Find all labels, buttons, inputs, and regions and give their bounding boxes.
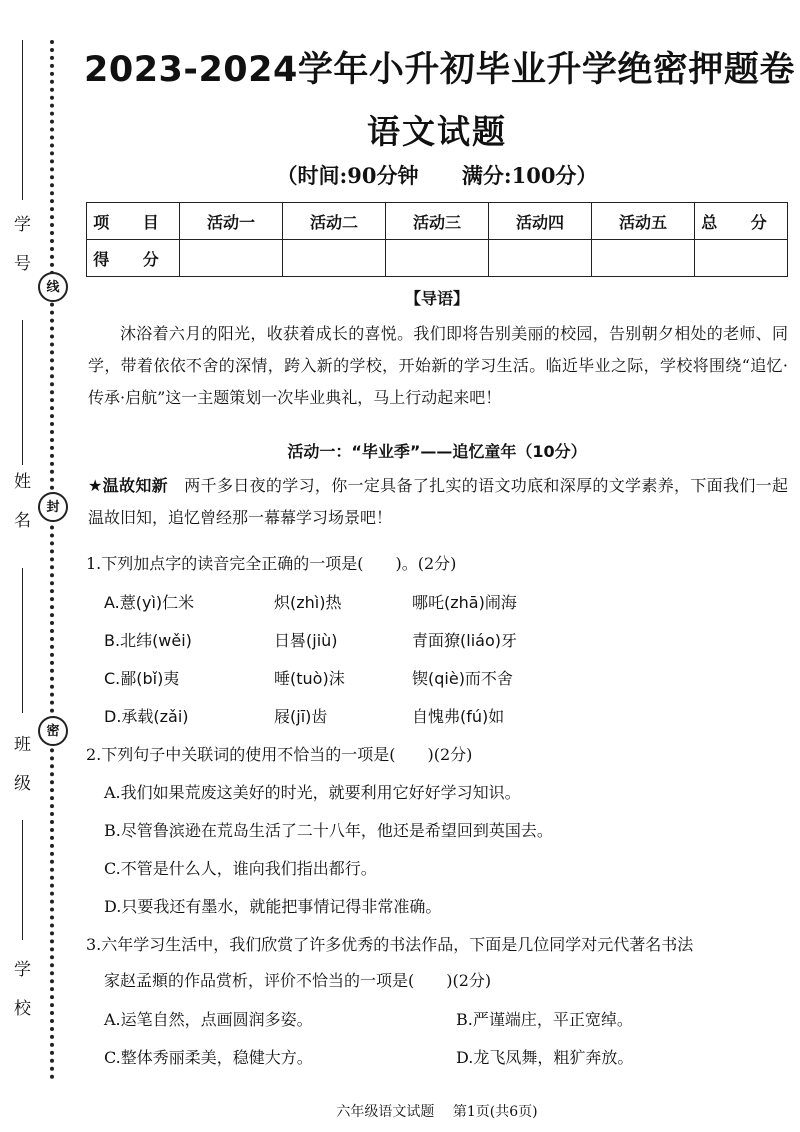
binding-margin (0, 0, 72, 1132)
question-2-stem: 2.下列句子中关联词的使用不恰当的一项是( )(2分) (86, 745, 473, 764)
side-label-student-id: 学号 (10, 215, 30, 293)
activity1-intro (88, 470, 788, 534)
class-blank (22, 568, 23, 713)
q3-option-c: C.整体秀丽柔美，稳健大方。 (104, 1048, 313, 1067)
q1-option-b-2: 日晷(jiù) (274, 631, 338, 650)
activity1-heading: 活动一：“毕业季”——追忆童年（10分） (287, 442, 587, 461)
q2-option-c: C.不管是什么人，谁向我们指出都行。 (104, 859, 377, 878)
q3-option-a: A.运笔自然，点画圆润多姿。 (104, 1010, 313, 1029)
score-header-activity5: 活动五 (592, 203, 695, 240)
q1-option-d-1: D.承载(zǎi) (104, 707, 189, 726)
footer-subject: 六年级语文试题 (336, 1104, 435, 1120)
score-cell-activity3 (386, 240, 489, 277)
score-cell-activity4 (489, 240, 592, 277)
page-footer (84, 1101, 790, 1121)
score-header-activity2: 活动二 (283, 203, 386, 240)
side-label-school: 学校 (10, 960, 30, 1038)
q1-option-b-3: 青面獠(liáo)牙 (412, 631, 517, 650)
exam-title: 2023-2024学年小升初毕业升学绝密押题卷 (84, 50, 795, 90)
score-cell-activity2 (283, 240, 386, 277)
review-label: ★温故知新 (88, 476, 168, 495)
score-row-label: 得 分 (87, 240, 180, 277)
q1-option-a-2: 炽(zhì)热 (274, 593, 342, 612)
q1-option-c-2: 唾(tuò)沫 (274, 669, 345, 688)
q2-option-a: A.我们如果荒废这美好的时光，就要利用它好好学习知识。 (104, 783, 521, 802)
score-header-activity4: 活动四 (489, 203, 592, 240)
q1-option-a-3: 哪吒(zhā)闹海 (412, 593, 517, 612)
score-cell-activity5 (592, 240, 695, 277)
q1-option-c-3: 锲(qiè)而不舍 (412, 669, 513, 688)
footer-page-number: 第1页(共6页) (452, 1104, 538, 1120)
exam-meta (84, 160, 790, 190)
q2-option-d: D.只要我还有墨水，就能把事情记得非常准确。 (104, 897, 442, 916)
question-1-stem: 1.下列加点字的读音完全正确的一项是( )。(2分) (86, 554, 457, 573)
question-3-stem-line2: 家赵孟頫的作品赏析，评价不恰当的一项是( )(2分) (104, 971, 492, 990)
seal-mi: 密 (38, 716, 68, 746)
q1-option-b-1: B.北纬(wěi) (104, 631, 192, 650)
side-label-name: 姓名 (10, 472, 30, 550)
exam-subtitle: 语文试题 (367, 112, 507, 151)
score-header-activity1: 活动一 (180, 203, 283, 240)
school-blank (22, 820, 23, 940)
score-table (86, 202, 788, 277)
cut-line (50, 40, 54, 1080)
score-table-score-row (87, 240, 788, 277)
name-blank (22, 320, 23, 465)
question-3-stem-line1: 3.六年学习生活中，我们欣赏了许多优秀的书法作品，下面是几位同学对元代著名书法 (86, 935, 694, 954)
intro-text: 沐浴着六月的阳光，收获着成长的喜悦。我们即将告别美丽的校园，告别朝夕相处的老师、同学，带着依依不舍的深情，跨入新的学校，开始新的学习生活。临近毕业之际，学校将围绕“追忆·传承·启航”这一主题策划一次毕业典礼，马上行动起来吧！ (88, 324, 788, 407)
exam-full-score: 满分:100分） (461, 163, 598, 188)
q3-option-b: B.严谨端庄，平正宽绰。 (456, 1010, 633, 1029)
score-table-header-row (87, 203, 788, 240)
seal-feng: 封 (38, 492, 68, 522)
student-id-blank (22, 40, 23, 200)
side-label-class: 班级 (10, 735, 30, 813)
q1-option-a-1: A.薏(yì)仁米 (104, 593, 195, 612)
activity1-intro-text: 两千多日夜的学习，你一定具备了扎实的语文功底和深厚的文学素养，下面我们一起温故旧知，追忆曾经那一幕幕学习场景吧！ (88, 476, 788, 527)
q1-option-d-3: 自愧弗(fú)如 (412, 707, 505, 726)
q3-option-d: D.龙飞凤舞，粗犷奔放。 (456, 1048, 634, 1067)
q1-option-c-1: C.鄙(bǐ)夷 (104, 669, 180, 688)
score-header-total: 总 分 (695, 203, 788, 240)
intro-heading: 【导语】 (404, 289, 469, 308)
score-cell-activity1 (180, 240, 283, 277)
exam-time: （时间:90分钟 (276, 163, 419, 188)
score-header-item: 项 目 (87, 203, 180, 240)
score-header-activity3: 活动三 (386, 203, 489, 240)
q2-option-b: B.尽管鲁滨逊在荒岛生活了二十八年，他还是希望回到英国去。 (104, 821, 553, 840)
score-cell-total (695, 240, 788, 277)
seal-xian: 线 (38, 272, 68, 302)
q1-option-d-2: 屐(jī)齿 (274, 707, 328, 726)
